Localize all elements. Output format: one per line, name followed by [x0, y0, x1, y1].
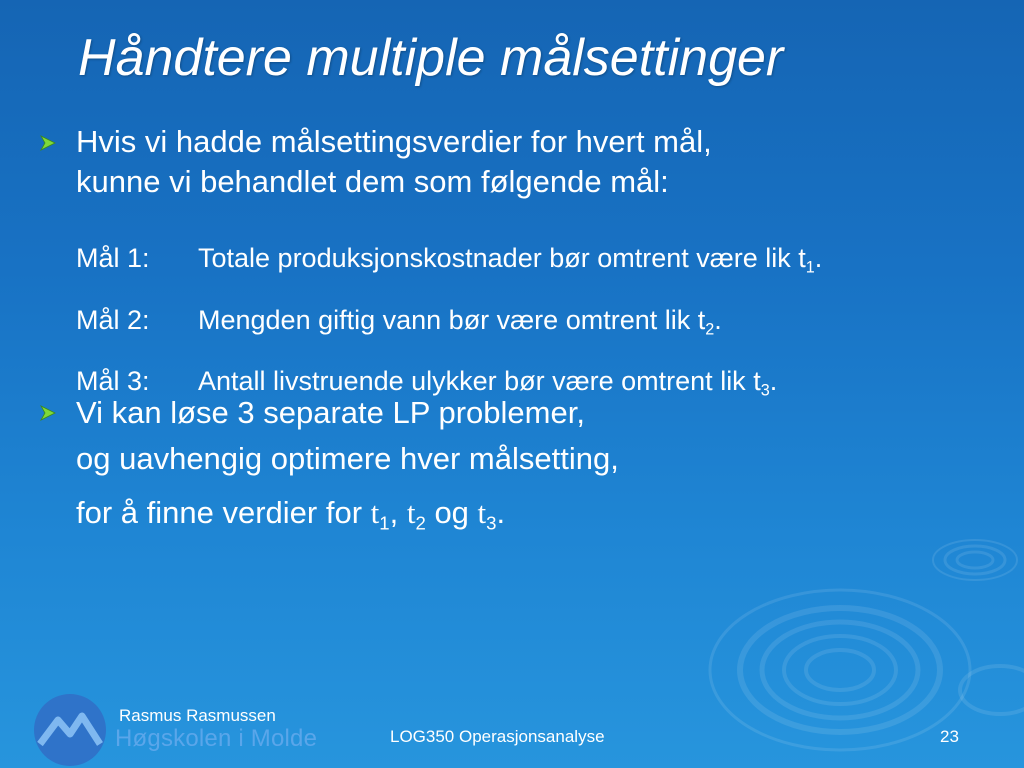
bullet-1-line-1: Hvis vi hadde målsettingsverdier for hvert mål,: [76, 124, 712, 159]
bullet-1-line-2: kunne vi behandlet dem som følgende mål:: [76, 164, 669, 199]
goal-label: Mål 3:: [76, 366, 150, 397]
goal-text: Antall livstruende ulykker bør være omtrent lik $t_3$.: [198, 366, 778, 400]
slide-title: Håndtere multiple målsettinger: [78, 29, 784, 87]
goal-label: Mål 1:: [76, 243, 150, 273]
arrow-bullet-icon: [39, 134, 57, 152]
bullet-2-line-1: Vi kan løse 3 separate LP problemer,: [76, 395, 585, 430]
footer-course: LOG350 Operasjonsanalyse: [390, 727, 605, 746]
arrow-bullet-icon: [39, 404, 57, 422]
bullet-1: [76, 122, 712, 202]
goal-row-1: [76, 232, 822, 294]
bullet-2-line-3: for å finne verdier for $t_1$, $t_2$ og $t_3$.: [76, 495, 506, 534]
goal-row-2: [76, 294, 822, 356]
page-number: 23: [940, 727, 959, 746]
footer-author: Rasmus Rasmussen: [119, 706, 276, 725]
goal-text: Totale produksjonskostnader bør omtrent være lik $t_1$.: [198, 243, 823, 277]
goal-text: Mengden giftig vann bør være omtrent lik $t_2$.: [198, 304, 722, 339]
goal-label: Mål 2:: [76, 304, 150, 335]
bullet-2-line-2: og uavhengig optimere hver målsetting,: [76, 441, 619, 476]
bullet-2: [76, 390, 619, 547]
mountain-logo-icon: [34, 694, 106, 766]
logo-text: Høgskolen i Molde: [115, 725, 318, 752]
